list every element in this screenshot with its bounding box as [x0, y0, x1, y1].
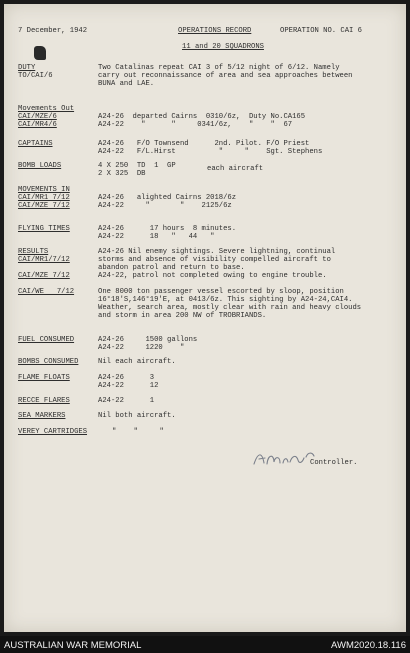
flying-time-row: A24-22 18 " 44 " [98, 233, 215, 241]
result-line: abandon patrol and return to base. [98, 264, 245, 272]
flame-float-row: A24-22 12 [98, 382, 159, 390]
bomb-load-row: 2 X 325 DB [98, 170, 146, 178]
fuel-row: A24-22 1220 " [98, 344, 185, 352]
captains-label: CAPTAINS [18, 140, 53, 148]
movement-ref: CAI/MR4/6 [18, 121, 57, 129]
verey-cartridges-value: " " " [112, 428, 164, 436]
movement-in-ref: CAI/MR1 7/12 [18, 194, 70, 202]
result-line: A24-22, patrol not completed owing to engine trouble. [98, 272, 327, 280]
result-ref: CAI/WE 7/12 [18, 288, 75, 296]
ink-blot [34, 46, 46, 60]
movements-out-label: Movements Out [18, 105, 75, 113]
flying-times-label: FLYING TIMES [18, 225, 70, 233]
bomb-load-row: 4 X 250 TD 1 GP [98, 162, 176, 170]
result-line: and storm in area 200 NW of TROBRIANDS. [98, 312, 267, 320]
controller-title: Controller. [310, 459, 358, 467]
result-ref: CAI/MZE 7/12 [18, 272, 70, 280]
archive-footer [0, 636, 410, 653]
recce-flares-label: RECCE FLARES [18, 397, 70, 405]
movement-in-row: A24-22 " " 2125/6z [98, 202, 232, 210]
result-line: storms and absence of visibility compelled aircraft to [98, 256, 331, 264]
result-ref: CAI/MR1/7/12 [18, 256, 70, 264]
duty-label: DUTY [18, 64, 36, 72]
movement-row: A24-26 departed Cairns 0310/6z, Duty No.CA165 [98, 113, 306, 121]
duty-line: BUNA and LAE. [98, 80, 155, 88]
duty-ref: TO/CAI/6 [18, 72, 53, 80]
result-line: Weather, search area, mostly clear with rain and heavy clouds [98, 304, 362, 312]
duty-line: Two Catalinas repeat CAI 3 of 5/12 night of 6/12. Namely [98, 64, 340, 72]
operation-number: OPERATION NO. CAI 6 [280, 27, 362, 35]
fuel-row: A24-26 1500 gallons [98, 336, 198, 344]
movements-in-label: MOVEMENTS IN [18, 186, 70, 194]
document-date: 7 December, 1942 [18, 27, 88, 35]
duty-line: carry out reconnaissance of area and sea approaches between [98, 72, 353, 80]
result-line: One 8000 ton passenger vessel escorted by sloop, position [98, 288, 344, 296]
flame-float-row: A24-26 3 [98, 374, 155, 382]
fuel-label: FUEL CONSUMED [18, 336, 75, 344]
bombs-consumed-value: Nil each aircraft. [98, 358, 176, 366]
result-line: A24-26 Nil enemy sightings. Severe lightning, continual [98, 248, 336, 256]
sea-markers-label: SEA MARKERS [18, 412, 66, 420]
results-label: RESULTS [18, 248, 49, 256]
bomb-load-note: each aircraft [207, 165, 264, 173]
movement-row: A24-22 " " 0341/6z, " " 67 [98, 121, 293, 129]
movement-in-ref: CAI/MZE 7/12 [18, 202, 70, 210]
sea-markers-value: Nil both aircraft. [98, 412, 176, 420]
bombs-consumed-label: BOMBS CONSUMED [18, 358, 79, 366]
captain-row: A24-26 F/O Townsend 2nd. Pilot. F/O Priest [98, 140, 310, 148]
movement-in-row: A24-26 alighted Cairns 2018/6z [98, 194, 237, 202]
flame-floats-label: FLAME FLOATS [18, 374, 70, 382]
handwritten-signature [252, 448, 318, 470]
captain-row: A24-22 F/L.Hirst " " Sgt. Stephens [98, 148, 323, 156]
record-title: OPERATIONS RECORD [178, 27, 252, 35]
movement-ref: CAI/MZE/6 [18, 113, 57, 121]
bomb-loads-label: BOMB LOADS [18, 162, 62, 170]
flying-time-row: A24-26 17 hours 8 minutes. [98, 225, 237, 233]
institution-name: AUSTRALIAN WAR MEMORIAL [4, 640, 142, 651]
squadrons-heading: 11 and 20 SQUADRONS [182, 43, 264, 51]
accession-number: AWM2020.18.116 [331, 640, 406, 651]
result-line: 16°18'S,146°19'E, at 0413/6z. This sighting by A24-24,CAI4. [98, 296, 353, 304]
verey-cartridges-label: VEREY CARTRIDGES [18, 428, 88, 436]
recce-flare-row: A24-22 1 [98, 397, 155, 405]
